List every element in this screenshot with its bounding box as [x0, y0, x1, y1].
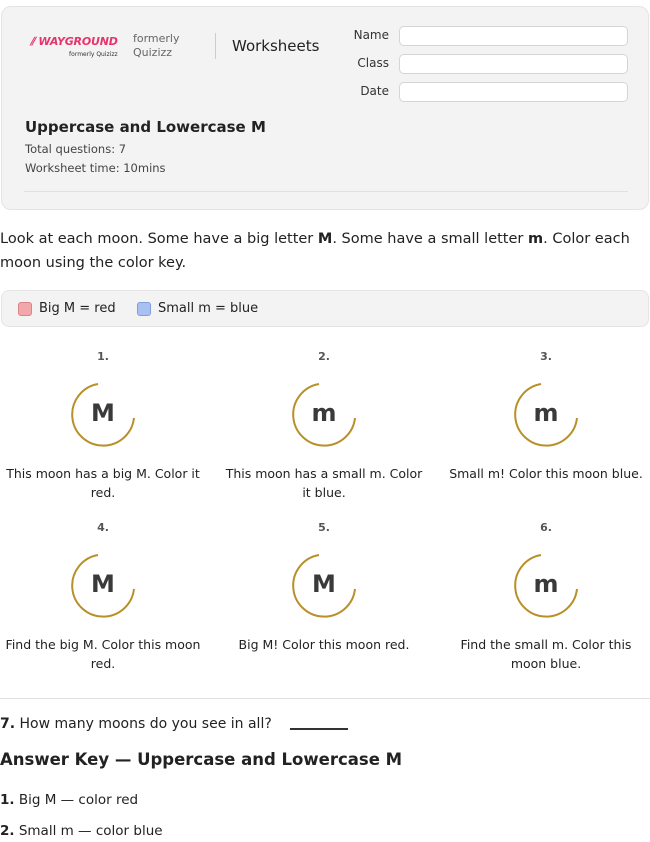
moon-letter: m: [533, 570, 559, 598]
answer-key-item: 2. Small m — color blue: [0, 823, 163, 839]
question-text: How many moons do you see in all?: [19, 716, 272, 732]
wayground-logo: [30, 35, 118, 58]
section-label: Worksheets: [232, 37, 320, 55]
moon-letter: m: [311, 399, 337, 427]
moon-item-6: [439, 521, 650, 673]
moon-letter: m: [533, 399, 559, 427]
red-swatch: [18, 302, 32, 316]
item-number: 1.: [97, 350, 109, 363]
question-number: 7.: [0, 716, 16, 732]
item-number: 4.: [97, 521, 109, 534]
logo-bars-icon: ⫽: [30, 35, 35, 48]
header-rule: [24, 191, 628, 192]
moon-item-5: [217, 521, 431, 654]
moon-icon[interactable]: [68, 380, 138, 450]
item-caption: This moon has a big M. Color it red.: [6, 466, 200, 500]
moon-letter: M: [312, 570, 336, 598]
moon-item-3: [439, 350, 650, 483]
moon-item-4: [0, 521, 210, 673]
moon-item-2: [217, 350, 431, 502]
total-questions: Total questions: 7: [25, 142, 127, 156]
item-caption: Big M! Color this moon red.: [238, 637, 410, 652]
answer-key-title: Answer Key — Uppercase and Lowercase M: [0, 750, 403, 769]
moon-icon[interactable]: [289, 551, 359, 621]
moon-icon[interactable]: [511, 551, 581, 621]
class-input[interactable]: [399, 54, 628, 74]
item-caption: Find the small m. Color this moon blue.: [460, 637, 632, 671]
item-number: 3.: [540, 350, 552, 363]
logo-wordmark: ⫽ WAYGROUND: [30, 35, 118, 48]
date-label: Date: [360, 84, 389, 98]
answer-key-item: 1. Big M — color red: [0, 792, 139, 808]
name-label: Name: [353, 28, 389, 42]
moon-icon[interactable]: [68, 551, 138, 621]
moon-letter: M: [91, 570, 115, 598]
color-key: [1, 290, 649, 327]
item-number: 5.: [318, 521, 330, 534]
instructions: Look at each moon. Some have a big letter M. Some have a small letter m. Color each moon using the color key.: [0, 231, 630, 271]
answer-blank[interactable]: [290, 728, 348, 730]
item-caption: This moon has a small m. Color it blue.: [225, 466, 423, 500]
color-key-blue: Small m = blue: [158, 301, 259, 316]
name-input[interactable]: [399, 26, 628, 46]
formerly-brand: Quizizz: [133, 46, 173, 59]
item-caption: Small m! Color this moon blue.: [449, 466, 643, 481]
item-number: 6.: [540, 521, 552, 534]
worksheet-header: [1, 6, 649, 210]
blue-swatch: [137, 302, 151, 316]
worksheet-title: Uppercase and Lowercase M: [25, 118, 266, 136]
date-input[interactable]: [399, 82, 628, 102]
question-7: [0, 716, 348, 732]
item-number: 2.: [318, 350, 330, 363]
section-divider: [0, 698, 650, 699]
formerly-text: formerly: [133, 32, 180, 45]
class-label: Class: [357, 56, 389, 70]
header-divider: [215, 33, 216, 59]
formerly-quizizz: [133, 32, 180, 60]
moon-item-1: [0, 350, 210, 502]
item-caption: Find the big M. Color this moon red.: [5, 637, 201, 671]
color-key-red: Big M = red: [39, 301, 116, 316]
worksheet-time: Worksheet time: 10mins: [25, 161, 166, 175]
moon-icon[interactable]: [289, 380, 359, 450]
moon-letter: M: [91, 399, 115, 427]
logo-subtext: formerly Quizizz: [69, 51, 118, 58]
moon-icon[interactable]: [511, 380, 581, 450]
